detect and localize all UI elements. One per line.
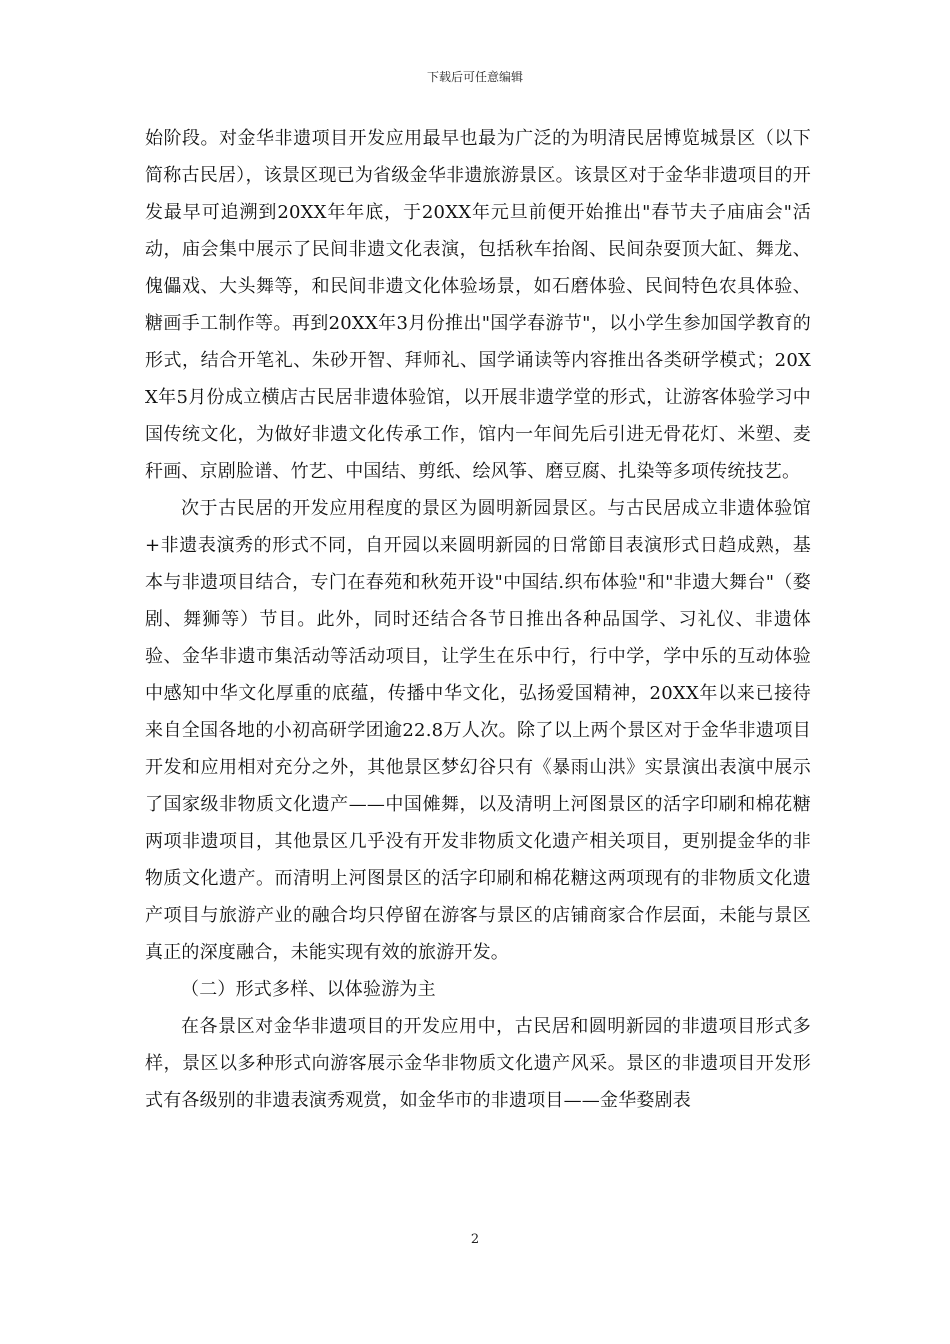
page-number: 2 — [470, 1232, 480, 1247]
document-body — [145, 120, 811, 1119]
section-heading: （二）形式多样、以体验游为主 — [181, 979, 436, 1000]
paragraph-1: 始阶段。对金华非遗项目开发应用最早也最为广泛的为明清民居博览城景区（以下简称古民居），该景区现已为省级金华非遗旅游景区。该景区对于金华非遗项目的开发最早可追溯到20XX年年底，于20XX年元旦前便开始推出"春节夫子庙庙会"活动，庙会集中展示了民间非遗文化表演，包括秋车抬阁、民间杂耍顶大缸、舞龙、傀儡戏、大头舞等，和民间非遗文化体验场景，如石磨体验、民间特色农具体验、糖画手工制作等。再到20XX年3月份推出"国学春游节"，以小学生参加国学教育的形式，结合开笔礼、朱砂开智、拜师礼、国学诵读等内容推出各类研学模式；20XX年5月份成立横店古民居非遗体验馆，以开展非遗学堂的形式，让游客体验学习中国传统文化，为做好非遗文化传承工作，馆内一年间先后引进无骨花灯、米塑、麦秆画、京剧脸谱、竹艺、中国结、剪纸、绘风筝、磨豆腐、扎染等多项传统技艺。 — [145, 128, 811, 482]
page-header — [0, 68, 950, 85]
paragraph-2: 次于古民居的开发应用程度的景区为圆明新园景区。与古民居成立非遗体验馆+非遗表演秀的形式不同，自开园以来圆明新园的日常節目表演形式日趋成熟，基本与非遗项目结合，专门在春苑和秋苑开设"中国结.织布体验"和"非遗大舞台"（婺剧、舞狮等）节目。此外，同时还结合各节日推出各种品国学、习礼仪、非遗体验、金华非遗市集活动等活动项目，让学生在乐中行，行中学，学中乐的互动体验中感知中华文化厚重的底蕴，传播中华文化，弘扬爱国精神，20XX年以来已接待来自全国各地的小初高研学团逾22.8万人次。除了以上两个景区对于金华非遗项目开发和应用相对充分之外，其他景区梦幻谷只有《暴雨山洪》实景演出表演中展示了国家级非物质文化遗产——中国傩舞，以及清明上河图景区的活字印刷和棉花糖两项非遗项目，其他景区几乎没有开发非物质文化遗产相关项目，更别提金华的非物质文化遗产。而清明上河图景区的活字印刷和棉花糖这两项现有的非物质文化遗产项目与旅游产业的融合均只停留在游客与景区的店铺商家合作层面，未能与景区真正的深度融合，未能实现有效的旅游开发。 — [145, 498, 811, 963]
header-note: 下载后可任意编辑 — [426, 70, 523, 84]
page-footer — [0, 1232, 950, 1247]
paragraph-3: 在各景区对金华非遗项目的开发应用中，古民居和圆明新园的非遗项目形式多样，景区以多种形式向游客展示金华非物质文化遗产风采。景区的非遗项目开发形式有各级别的非遗表演秀观赏，如金华市的非遗项目——金华婺剧表 — [145, 1016, 811, 1111]
